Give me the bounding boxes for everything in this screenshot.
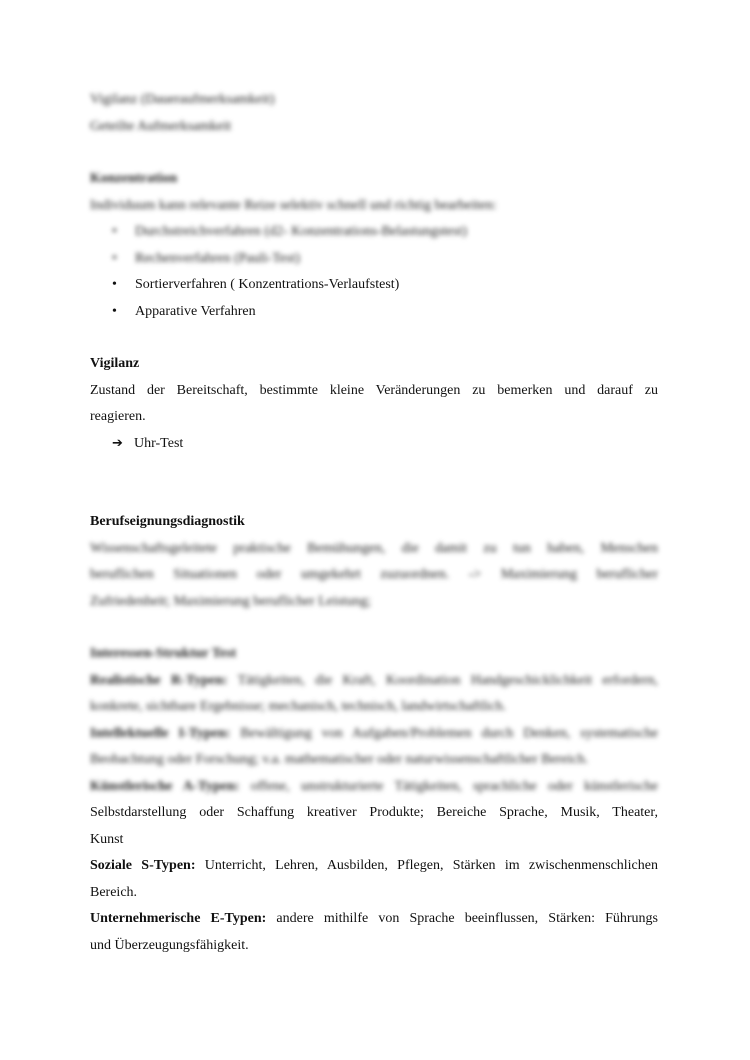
blurred-line: Beobachtung oder Forschung; v.a. mathematischer oder naturwissenschaftlicher Bereich. [90,752,589,767]
blurred-line: Vigilanz (Daueraufmerksamkeit) [90,92,275,107]
type-label-sozial: Soziale S-Typen: [90,858,196,873]
blurred-line: Künstlerische A-Typen: offene, unstrukturierte Tätigkeiten, sprachliche oder künstlerische [90,778,658,794]
blurred-line: Wissenschaftsgeleitete praktische Bemühungen, die damit zu tun haben, Menschen [90,540,658,556]
blurred-line: Realistische R-Typen: Tätigkeiten, die Kraft, Koordination Handgeschicklichkeit erfordern, [90,672,658,688]
arrow-list-item: ➔ Uhr-Test [90,431,658,458]
bullet-dot-icon: • [112,250,117,266]
paragraph-line: Bereich. [90,884,138,900]
section-heading-vigilanz: Vigilanz [90,356,140,371]
paragraph-line: reagieren. [90,409,146,424]
paragraph-line: Unternehmerische E-Typen: andere mithilfe von Sprache beeinflussen, Stärken: Führungs [90,911,658,926]
list-item: • Sortierverfahren ( Konzentrations-Verlaufstest) [90,272,658,299]
bullet-dot-icon: • [112,277,117,292]
blurred-line: Individuum kann relevante Reize selektiv schnell und richtig bearbeiten: [90,197,497,213]
konzentration-list [90,219,658,325]
blurred-line: konkrete, sichtbare Ergebnisse; mechanisch, technisch, landwirtschaftlich. [90,699,507,714]
section-heading-interessen: Interessen-Struktur Test [90,646,237,661]
section-heading-berufseignung: Berufseignungsdiagnostik [90,514,245,529]
blurred-line: Geteilte Aufmerksamkeit [90,118,232,134]
paragraph-line: Selbstdarstellung oder Schaffung kreativer Produkte; Bereiche Sprache, Musik, Theater, [90,805,658,820]
paragraph-line: Soziale S-Typen: Unterricht, Lehren, Ausbilden, Pflegen, Stärken im zwischenmenschlichen [90,858,658,873]
paragraph-line: Kunst [90,831,124,847]
type-label-unternehmerisch: Unternehmerische E-Typen: [90,911,267,926]
bullet-dot-icon: • [112,303,117,319]
list-item: • Rechenverfahren (Pauli-Test) [90,246,658,273]
list-item: • Durchstreichverfahren (d2- Konzentrations-Belastungstest) [90,219,658,246]
paragraph-line: und Überzeugungsfähigkeit. [90,937,249,953]
document-body [90,87,658,959]
paragraph-line: Zustand der Bereitschaft, bestimmte kleine Veränderungen zu bemerken und darauf zu [90,382,658,398]
right-arrow-icon: ➔ [112,435,123,451]
section-heading-konzentration: Konzentration [90,171,178,186]
list-item: • Apparative Verfahren [90,299,658,326]
blurred-line: Zufriedenheit; Maximierung beruflicher Leistung; [90,593,372,609]
blurred-line: Intellektuelle I-Typen: Bewältigung von Aufgaben/Problemen durch Denken, systematische [90,725,659,741]
bullet-dot-icon: • [112,224,117,239]
blurred-line: beruflichen Situationen oder umgekehrt zuzuordnen. -> Maximierung beruflicher [90,567,658,582]
